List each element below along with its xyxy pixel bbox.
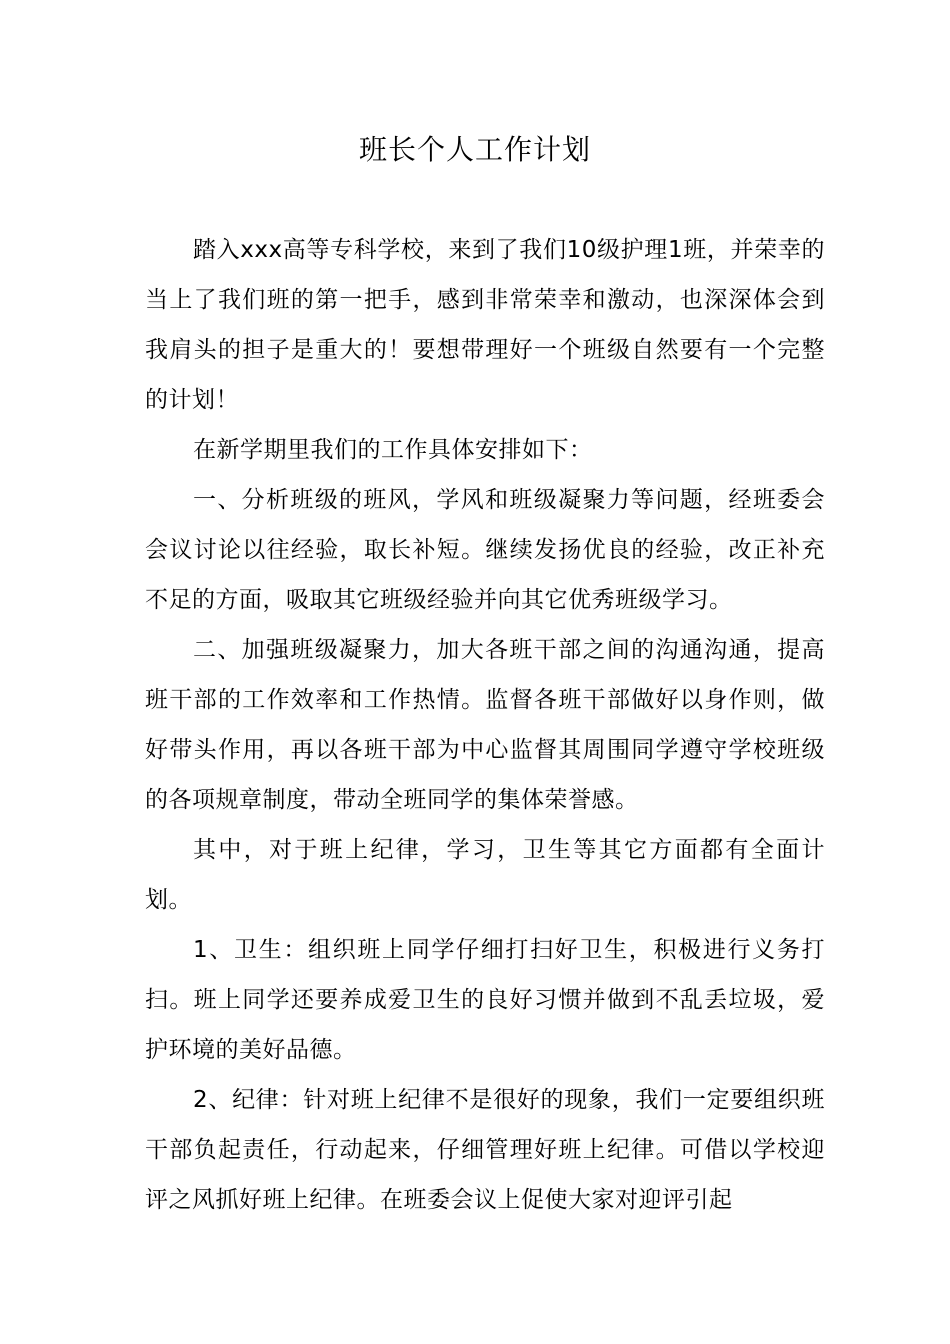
paragraph-intro: 踏入xxx高等专科学校，来到了我们10级护理1班，并荣幸的当上了我们班的第一把手，感到非常荣幸和激动，也深深体会到我肩头的担子是重大的！要想带理好一个班级自然要有一个完整的计划！ xyxy=(145,237,825,413)
paragraph-item-two: 二、加强班级凝聚力，加大各班干部之间的沟通沟通，提高班干部的工作效率和工作热情。监督各班干部做好以身作则，做好带头作用，再以各班干部为中心监督其周围同学遵守学校班级的各项规章制度，带动全班同学的集体荣誉感。 xyxy=(145,637,825,813)
paragraph-overview: 其中，对于班上纪律，学习，卫生等其它方面都有全面计划。 xyxy=(145,837,825,913)
document-body xyxy=(145,225,825,1225)
paragraph-hygiene: 1、卫生：组织班上同学仔细打扫好卫生，积极进行义务打扫。班上同学还要养成爱卫生的良好习惯并做到不乱丢垃圾，爱护环境的美好品德。 xyxy=(145,937,825,1063)
paragraph-item-one: 一、分析班级的班风，学风和班级凝聚力等问题，经班委会会议讨论以往经验，取长补短。继续发扬优良的经验，改正补充不足的方面，吸取其它班级经验并向其它优秀班级学习。 xyxy=(145,487,825,613)
paragraph-arrangement: 在新学期里我们的工作具体安排如下： xyxy=(193,437,593,463)
paragraph-discipline: 2、纪律：针对班上纪律不是很好的现象，我们一定要组织班干部负起责任，行动起来，仔细管理好班上纪律。可借以学校迎评之风抓好班上纪律。在班委会议上促使大家对迎评引起 xyxy=(145,1087,825,1213)
document-title: 班长个人工作计划 xyxy=(358,133,591,166)
